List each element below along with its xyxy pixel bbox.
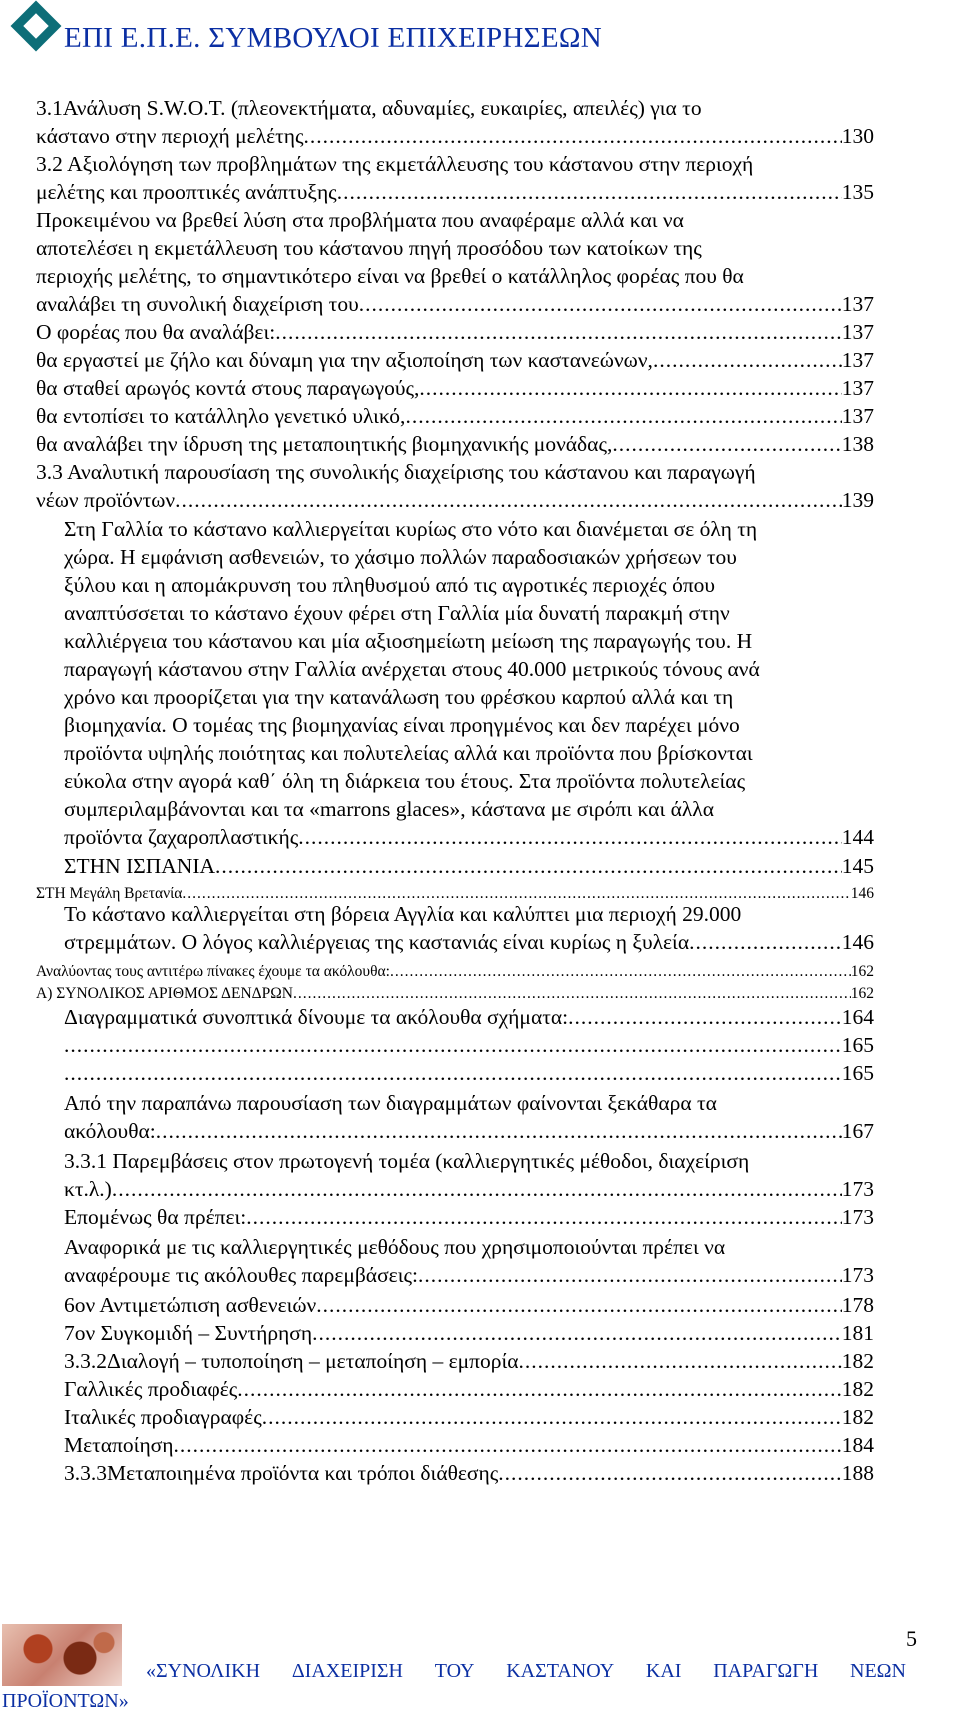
- dot-leader: [262, 1403, 842, 1432]
- toc-entry-text: κτ.λ.): [64, 1177, 112, 1201]
- dot-leader: [298, 823, 842, 852]
- toc-entry: [64, 1031, 874, 1060]
- toc-entry: 3.3.1 Παρεμβάσεις στον πρωτογενή τομέα (καλλιεργητικές μέθοδοι, διαχείριση: [64, 1149, 750, 1173]
- footer-title-line-2: ΠΡΟΪΟΝΤΩΝ»: [2, 1690, 129, 1712]
- toc-entry: χώρα. Η εμφάνιση ασθενειών, το χάσιμο πολλών παραδοσιακών χρήσεων του: [64, 545, 737, 569]
- toc-page-number: 173: [841, 1177, 874, 1201]
- toc-page-number: 135: [841, 180, 874, 204]
- toc-page-number: 173: [841, 1205, 874, 1229]
- toc-entry-text: Αναλύοντας τους αντιτέρω πίνακες έχουμε τα ακόλουθα:: [36, 963, 390, 980]
- dot-leader: [312, 1319, 842, 1348]
- toc-entry-text: ακόλουθα:: [64, 1119, 156, 1143]
- toc-page-number: 181: [841, 1321, 874, 1345]
- dot-leader: [64, 1031, 842, 1060]
- toc-page-number: 165: [841, 1033, 874, 1057]
- toc-entry: καλλιέργεια του κάστανου και μία αξιοσημείωτη μείωση της παραγωγής του. Η: [64, 629, 753, 653]
- toc-page-number: 184: [841, 1433, 874, 1457]
- toc-page-number: 144: [841, 825, 874, 849]
- toc-entry-text: Μεταποίηση: [64, 1433, 174, 1457]
- toc-entry: 3.1Ανάλυση S.W.O.T. (πλεονεκτήματα, αδυναμίες, ευκαιρίες, απειλές) για το: [36, 96, 702, 120]
- toc-entry: [36, 346, 874, 375]
- toc-entry: χρόνο και προορίζεται για την κατανάλωση του φρέσκου καρπού αλλά και τη: [64, 685, 734, 709]
- toc-page-number: 178: [841, 1293, 874, 1317]
- toc-entry-text: 3.3.2Διαλογή – τυποποίηση – μεταποίηση – εμπορία: [64, 1349, 519, 1373]
- toc-entry-text: Διαγραμματικά συνοπτικά δίνουμε τα ακόλουθα σχήματα:: [64, 1005, 569, 1029]
- toc-entry-text: κάστανο στην περιοχή μελέτης: [36, 124, 304, 148]
- dot-leader: [156, 1117, 842, 1146]
- toc-entry-text: θα εργαστεί με ζήλο και δύναμη για την αξιοποίηση των καστανεώνων,: [36, 348, 653, 372]
- toc-page-number: 165: [841, 1061, 874, 1085]
- toc-page-number: 182: [841, 1405, 874, 1429]
- toc-entry: [64, 1375, 874, 1404]
- toc-entry: [64, 823, 874, 852]
- toc-page-number: 137: [841, 320, 874, 344]
- dot-leader: [689, 928, 842, 957]
- dot-leader: [612, 430, 841, 459]
- diamond-icon: [8, 4, 64, 60]
- toc-entry: 3.3 Αναλυτική παρουσίαση της συνολικής διαχείρισης του κάστανου και παραγωγή: [36, 460, 756, 484]
- toc-page-number: 137: [841, 348, 874, 372]
- toc-entry: [36, 374, 874, 403]
- toc-entry: [64, 852, 874, 881]
- toc-entry: βιομηχανία. Ο τομέας της βιομηχανίας είναι προηγμένος και δεν παρέχει μόνο: [64, 713, 740, 737]
- toc-page-number: 146: [850, 885, 874, 902]
- dot-leader: [419, 374, 841, 403]
- chestnut-logo-icon: [2, 1624, 122, 1686]
- footer-word: ΚΑΣΤΑΝΟΥ: [506, 1660, 615, 1682]
- toc-entry: [36, 430, 874, 459]
- toc-entry-text: 7ον Συγκομιδή – Συντήρηση: [64, 1321, 313, 1345]
- toc-entry-text: θα σταθεί αρωγός κοντά στους παραγωγούς,: [36, 376, 420, 400]
- footer-word: ΚΑΙ: [645, 1660, 682, 1682]
- dot-leader: [293, 983, 851, 1005]
- toc-entry: [64, 1175, 874, 1204]
- toc-entry-text: 6ον Αντιμετώπιση ασθενειών: [64, 1293, 317, 1317]
- toc-page-number: 188: [841, 1461, 874, 1485]
- toc-entry-text: 3.3.3Μεταποιημένα προϊόντα και τρόποι διάθεσης: [64, 1461, 499, 1485]
- toc-page-number: 182: [841, 1349, 874, 1373]
- toc-entry: [36, 122, 874, 151]
- toc-entry: [64, 1431, 874, 1460]
- toc-entry: [36, 961, 874, 983]
- header-title: ΕΠΙ Ε.Π.Ε. ΣΥΜΒΟΥΛΟΙ ΕΠΙΧΕΙΡΗΣΕΩΝ: [64, 22, 602, 54]
- dot-leader: [215, 852, 842, 881]
- toc-entry: [36, 178, 874, 207]
- dot-leader: [418, 1261, 842, 1290]
- toc-entry: [64, 1347, 874, 1376]
- toc-page-number: 137: [841, 376, 874, 400]
- toc-entry-text: αναφέρουμε τις ακόλουθες παρεμβάσεις:: [64, 1263, 418, 1287]
- toc-entry: Το κάστανο καλλιεργείται στη βόρεια Αγγλία και καλύπτει μια περιοχή 29.000: [64, 902, 742, 926]
- toc-entry: [36, 486, 874, 515]
- dot-leader: [246, 1203, 842, 1232]
- toc-entry-text: θα εντοπίσει το κατάλληλο γενετικό υλικό,: [36, 404, 406, 428]
- dot-leader: [405, 402, 841, 431]
- toc-entry: Από την παραπάνω παρουσίαση των διαγραμμάτων φαίνονται ξεκάθαρα τα: [64, 1091, 717, 1115]
- toc-entry-text: προϊόντα ζαχαροπλαστικής: [64, 825, 299, 849]
- toc-entry: [64, 1203, 874, 1232]
- page-header: [8, 4, 948, 60]
- toc-entry: [64, 928, 874, 957]
- toc-page-number: 164: [841, 1005, 874, 1029]
- toc-page-number: 139: [841, 488, 874, 512]
- dot-leader: [64, 1059, 842, 1088]
- dot-leader: [316, 1291, 841, 1320]
- toc-entry-text: Α) ΣΥΝΟΛΙΚΟΣ ΑΡΙΘΜΟΣ ΔΕΝΔΡΩΝ: [36, 985, 293, 1002]
- toc-entry: [64, 1319, 874, 1348]
- toc-entry: 3.2 Αξιολόγηση των προβλημάτων της εκμετάλλευσης του κάστανου στην περιοχή: [36, 152, 754, 176]
- toc-entry: [64, 1059, 874, 1088]
- toc-entry-text: ΣΤΗΝ ΙΣΠΑΝΙΑ: [64, 854, 216, 878]
- toc-page-number: 130: [841, 124, 874, 148]
- toc-entry-text: ΣΤΗ Μεγάλη Βρετανία: [36, 885, 183, 902]
- toc-page-number: 162: [850, 963, 874, 980]
- toc-page-number: 137: [841, 404, 874, 428]
- toc-entry: συμπεριλαμβάνονται και τα «marrons glaces», κάστανα με σιρόπι και άλλα: [64, 797, 714, 821]
- toc-page-number: 173: [841, 1263, 874, 1287]
- footer-title-line-1: [146, 1660, 906, 1683]
- toc-entry: παραγωγή κάστανου στην Γαλλία ανέρχεται στους 40.000 μετρικούς τόνους ανά: [64, 657, 760, 681]
- toc-page-number: 167: [841, 1119, 874, 1143]
- toc-entry-text: θα αναλάβει την ίδρυση της μεταποιητικής βιομηχανικής μονάδας,: [36, 432, 613, 456]
- footer-word: ΝΕΩΝ: [850, 1660, 906, 1682]
- dot-leader: [498, 1459, 841, 1488]
- toc-page-number: 137: [841, 292, 874, 316]
- toc-page-number: 146: [841, 930, 874, 954]
- toc-entry: αποτελέσει η εκμετάλλευση του κάστανου πηγή προσόδου των κατοίκων της: [36, 236, 702, 260]
- page-number: 5: [906, 1626, 917, 1651]
- dot-leader: [390, 961, 851, 983]
- toc-entry: [64, 1291, 874, 1320]
- toc-entry: [36, 402, 874, 431]
- dot-leader: [519, 1347, 842, 1376]
- dot-leader: [112, 1175, 842, 1204]
- toc-entry: [64, 1003, 874, 1032]
- toc-entry: [36, 983, 874, 1005]
- dot-leader: [174, 1431, 842, 1460]
- toc-entry-text: αναλάβει τη συνολική διαχείριση του: [36, 292, 359, 316]
- toc-entry-text: Ιταλικές προδιαγραφές: [64, 1405, 262, 1429]
- toc-page-number: 162: [850, 985, 874, 1002]
- toc-entry: [64, 1117, 874, 1146]
- toc-page-number: 182: [841, 1377, 874, 1401]
- dot-leader: [653, 346, 842, 375]
- footer-word: ΤΟΥ: [434, 1660, 475, 1682]
- dot-leader: [275, 318, 842, 347]
- toc-entry: αναπτύσσεται το κάστανο έχουν φέρει στη Γαλλία μία δυνατή παρακμή στην: [64, 601, 730, 625]
- toc-entry: ξύλου και η απομάκρυνση του πληθυσμού από τις αγροτικές περιοχές όπου: [64, 573, 716, 597]
- toc-entry: [64, 1403, 874, 1432]
- footer-word: «ΣΥΝΟΛΙΚΗ: [146, 1660, 261, 1682]
- toc-entry-text: Γαλλικές προδιαφές: [64, 1377, 238, 1401]
- toc-entry: [64, 1261, 874, 1290]
- toc-entry: Αναφορικά με τις καλλιεργητικές μεθόδους που χρησιμοποιούνται πρέπει να: [64, 1235, 726, 1259]
- toc-page-number: 145: [841, 854, 874, 878]
- toc-entry: [36, 318, 874, 347]
- dot-leader: [304, 122, 842, 151]
- toc-entry: Στη Γαλλία το κάστανο καλλιεργείται κυρίως στο νότο και διανέμεται σε όλη τη: [64, 517, 758, 541]
- toc-entry-text: νέων προϊόντων: [36, 488, 176, 512]
- toc-entry-text: Επομένως θα πρέπει:: [64, 1205, 247, 1229]
- toc-entry: Προκειμένου να βρεθεί λύση στα προβλήματα που αναφέραμε αλλά και να: [36, 208, 684, 232]
- footer-word: ΠΑΡΑΓΩΓΗ: [713, 1660, 819, 1682]
- toc-entry-text: Ο φορέας που θα αναλάβει:: [36, 320, 276, 344]
- dot-leader: [359, 290, 842, 319]
- page-footer: [0, 1620, 960, 1712]
- footer-word: ΔΙΑΧΕΙΡΙΣΗ: [291, 1660, 403, 1682]
- toc-entry-text: μελέτης και προοπτικές ανάπτυξης: [36, 180, 337, 204]
- toc-entry: περιοχής μελέτης, το σημαντικότερο είναι να βρεθεί ο κατάλληλος φορέας που θα: [36, 264, 744, 288]
- dot-leader: [337, 178, 842, 207]
- toc-entry: προϊόντα υψηλής ποιότητας και πολυτελείας αλλά και προϊόντα που βρίσκονται: [64, 741, 753, 765]
- dot-leader: [237, 1375, 841, 1404]
- toc-entry-text: στρεμμάτων. Ο λόγος καλλιέργειας της καστανιάς είναι κυρίως η ξυλεία: [64, 930, 690, 954]
- toc-page-number: 138: [841, 432, 874, 456]
- dot-leader: [568, 1003, 842, 1032]
- toc-entry: [36, 290, 874, 319]
- toc-entry: εύκολα στην αγορά καθ΄ όλη τη διάρκεια του έτους. Στα προϊόντα πολυτελείας: [64, 769, 746, 793]
- toc-entry: [64, 1459, 874, 1488]
- dot-leader: [175, 486, 842, 515]
